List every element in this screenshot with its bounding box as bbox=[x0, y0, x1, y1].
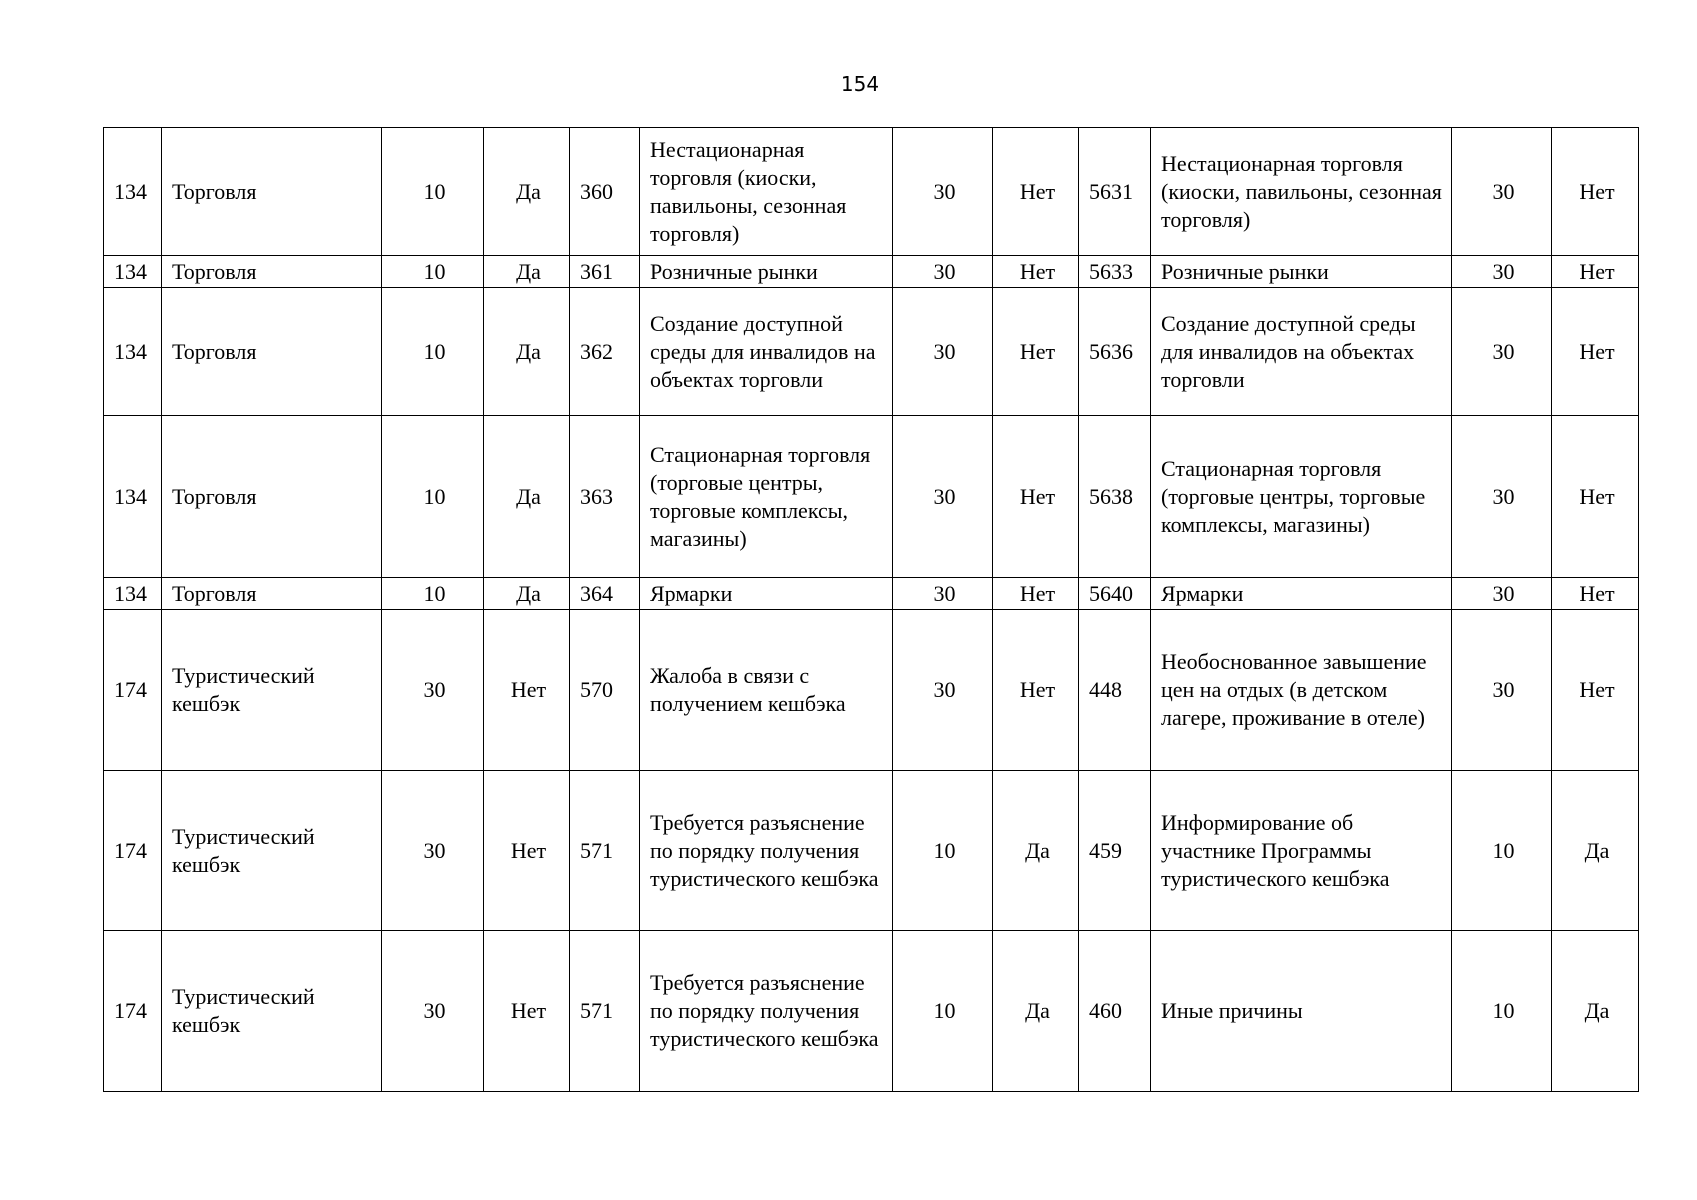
cell-subtopic-name: Ярмарки bbox=[640, 578, 893, 610]
classification-table bbox=[103, 127, 1639, 1092]
cell-question-code: 460 bbox=[1079, 931, 1151, 1092]
cell-topic-name: Торговля bbox=[162, 128, 382, 256]
cell-topic-days: 30 bbox=[382, 931, 484, 1092]
cell-subtopic-flag: Да bbox=[993, 931, 1079, 1092]
cell-topic-code: 134 bbox=[104, 128, 162, 256]
cell-topic-days: 30 bbox=[382, 610, 484, 771]
cell-question-name: Информирование об участнике Программы туристического кешбэка bbox=[1151, 771, 1452, 931]
cell-question-name: Ярмарки bbox=[1151, 578, 1452, 610]
cell-question-code: 459 bbox=[1079, 771, 1151, 931]
table-row bbox=[104, 416, 1639, 578]
cell-subtopic-name: Жалоба в связи с получением кешбэка bbox=[640, 610, 893, 771]
cell-subtopic-days: 10 bbox=[893, 931, 993, 1092]
cell-subtopic-days: 30 bbox=[893, 416, 993, 578]
cell-topic-days: 10 bbox=[382, 256, 484, 288]
cell-topic-flag: Нет bbox=[484, 610, 570, 771]
cell-subtopic-code: 571 bbox=[570, 771, 640, 931]
cell-topic-days: 10 bbox=[382, 416, 484, 578]
cell-subtopic-days: 30 bbox=[893, 288, 993, 416]
cell-question-flag: Нет bbox=[1552, 128, 1639, 256]
cell-subtopic-flag: Нет bbox=[993, 256, 1079, 288]
cell-subtopic-code: 571 bbox=[570, 931, 640, 1092]
cell-topic-flag: Да bbox=[484, 288, 570, 416]
cell-topic-flag: Да bbox=[484, 128, 570, 256]
cell-topic-code: 134 bbox=[104, 256, 162, 288]
cell-question-days: 10 bbox=[1452, 771, 1552, 931]
cell-question-flag: Да bbox=[1552, 931, 1639, 1092]
cell-subtopic-days: 30 bbox=[893, 610, 993, 771]
cell-subtopic-flag: Да bbox=[993, 771, 1079, 931]
cell-question-name: Нестационарная торговля (киоски, павильоны, сезонная торговля) bbox=[1151, 128, 1452, 256]
table-row bbox=[104, 128, 1639, 256]
cell-question-code: 5636 bbox=[1079, 288, 1151, 416]
cell-topic-code: 174 bbox=[104, 610, 162, 771]
cell-question-flag: Нет bbox=[1552, 256, 1639, 288]
cell-topic-name: Туристический кешбэк bbox=[162, 771, 382, 931]
cell-topic-name: Торговля bbox=[162, 416, 382, 578]
cell-question-days: 30 bbox=[1452, 128, 1552, 256]
cell-question-code: 448 bbox=[1079, 610, 1151, 771]
cell-subtopic-code: 361 bbox=[570, 256, 640, 288]
cell-question-name: Необоснованное завышение цен на отдых (в детском лагере, проживание в отеле) bbox=[1151, 610, 1452, 771]
cell-topic-flag: Да bbox=[484, 256, 570, 288]
cell-topic-name: Туристический кешбэк bbox=[162, 931, 382, 1092]
cell-question-name: Розничные рынки bbox=[1151, 256, 1452, 288]
cell-topic-days: 10 bbox=[382, 128, 484, 256]
cell-question-days: 30 bbox=[1452, 288, 1552, 416]
cell-subtopic-name: Розничные рынки bbox=[640, 256, 893, 288]
cell-question-flag: Нет bbox=[1552, 288, 1639, 416]
cell-subtopic-name: Требуется разъяснение по порядку получения туристического кешбэка bbox=[640, 771, 893, 931]
cell-subtopic-flag: Нет bbox=[993, 610, 1079, 771]
cell-subtopic-days: 30 bbox=[893, 256, 993, 288]
cell-subtopic-days: 10 bbox=[893, 771, 993, 931]
cell-topic-code: 134 bbox=[104, 578, 162, 610]
table-row bbox=[104, 288, 1639, 416]
cell-subtopic-code: 363 bbox=[570, 416, 640, 578]
cell-topic-code: 134 bbox=[104, 288, 162, 416]
cell-question-days: 30 bbox=[1452, 610, 1552, 771]
cell-question-days: 10 bbox=[1452, 931, 1552, 1092]
cell-subtopic-days: 30 bbox=[893, 128, 993, 256]
cell-subtopic-flag: Нет bbox=[993, 416, 1079, 578]
cell-topic-flag: Да bbox=[484, 578, 570, 610]
page-number: 154 bbox=[840, 72, 880, 96]
cell-subtopic-name: Требуется разъяснение по порядку получения туристического кешбэка bbox=[640, 931, 893, 1092]
cell-question-code: 5638 bbox=[1079, 416, 1151, 578]
cell-question-name: Стационарная торговля (торговые центры, торговые комплексы, магазины) bbox=[1151, 416, 1452, 578]
cell-question-days: 30 bbox=[1452, 416, 1552, 578]
cell-subtopic-flag: Нет bbox=[993, 288, 1079, 416]
cell-question-flag: Нет bbox=[1552, 416, 1639, 578]
cell-subtopic-flag: Нет bbox=[993, 578, 1079, 610]
cell-subtopic-name: Создание доступной среды для инвалидов на объектах торговли bbox=[640, 288, 893, 416]
table-row bbox=[104, 610, 1639, 771]
cell-topic-flag: Нет bbox=[484, 771, 570, 931]
cell-subtopic-code: 364 bbox=[570, 578, 640, 610]
cell-question-flag: Нет bbox=[1552, 578, 1639, 610]
cell-subtopic-code: 570 bbox=[570, 610, 640, 771]
table-row bbox=[104, 771, 1639, 931]
cell-subtopic-days: 30 bbox=[893, 578, 993, 610]
cell-question-code: 5631 bbox=[1079, 128, 1151, 256]
cell-topic-code: 174 bbox=[104, 771, 162, 931]
table-row bbox=[104, 931, 1639, 1092]
cell-question-code: 5640 bbox=[1079, 578, 1151, 610]
table-row bbox=[104, 256, 1639, 288]
cell-topic-days: 10 bbox=[382, 578, 484, 610]
cell-question-code: 5633 bbox=[1079, 256, 1151, 288]
cell-subtopic-flag: Нет bbox=[993, 128, 1079, 256]
table-row bbox=[104, 578, 1639, 610]
cell-subtopic-code: 362 bbox=[570, 288, 640, 416]
cell-question-days: 30 bbox=[1452, 578, 1552, 610]
cell-topic-code: 134 bbox=[104, 416, 162, 578]
cell-topic-name: Торговля bbox=[162, 578, 382, 610]
cell-question-days: 30 bbox=[1452, 256, 1552, 288]
cell-topic-name: Торговля bbox=[162, 288, 382, 416]
cell-subtopic-name: Нестационарная торговля (киоски, павильоны, сезонная торговля) bbox=[640, 128, 893, 256]
cell-topic-name: Торговля bbox=[162, 256, 382, 288]
cell-question-name: Создание доступной среды для инвалидов на объектах торговли bbox=[1151, 288, 1452, 416]
cell-question-name: Иные причины bbox=[1151, 931, 1452, 1092]
cell-subtopic-code: 360 bbox=[570, 128, 640, 256]
cell-question-flag: Да bbox=[1552, 771, 1639, 931]
cell-topic-days: 30 bbox=[382, 771, 484, 931]
cell-topic-code: 174 bbox=[104, 931, 162, 1092]
cell-topic-flag: Нет bbox=[484, 931, 570, 1092]
cell-topic-days: 10 bbox=[382, 288, 484, 416]
cell-question-flag: Нет bbox=[1552, 610, 1639, 771]
cell-subtopic-name: Стационарная торговля (торговые центры, торговые комплексы, магазины) bbox=[640, 416, 893, 578]
cell-topic-flag: Да bbox=[484, 416, 570, 578]
cell-topic-name: Туристический кешбэк bbox=[162, 610, 382, 771]
